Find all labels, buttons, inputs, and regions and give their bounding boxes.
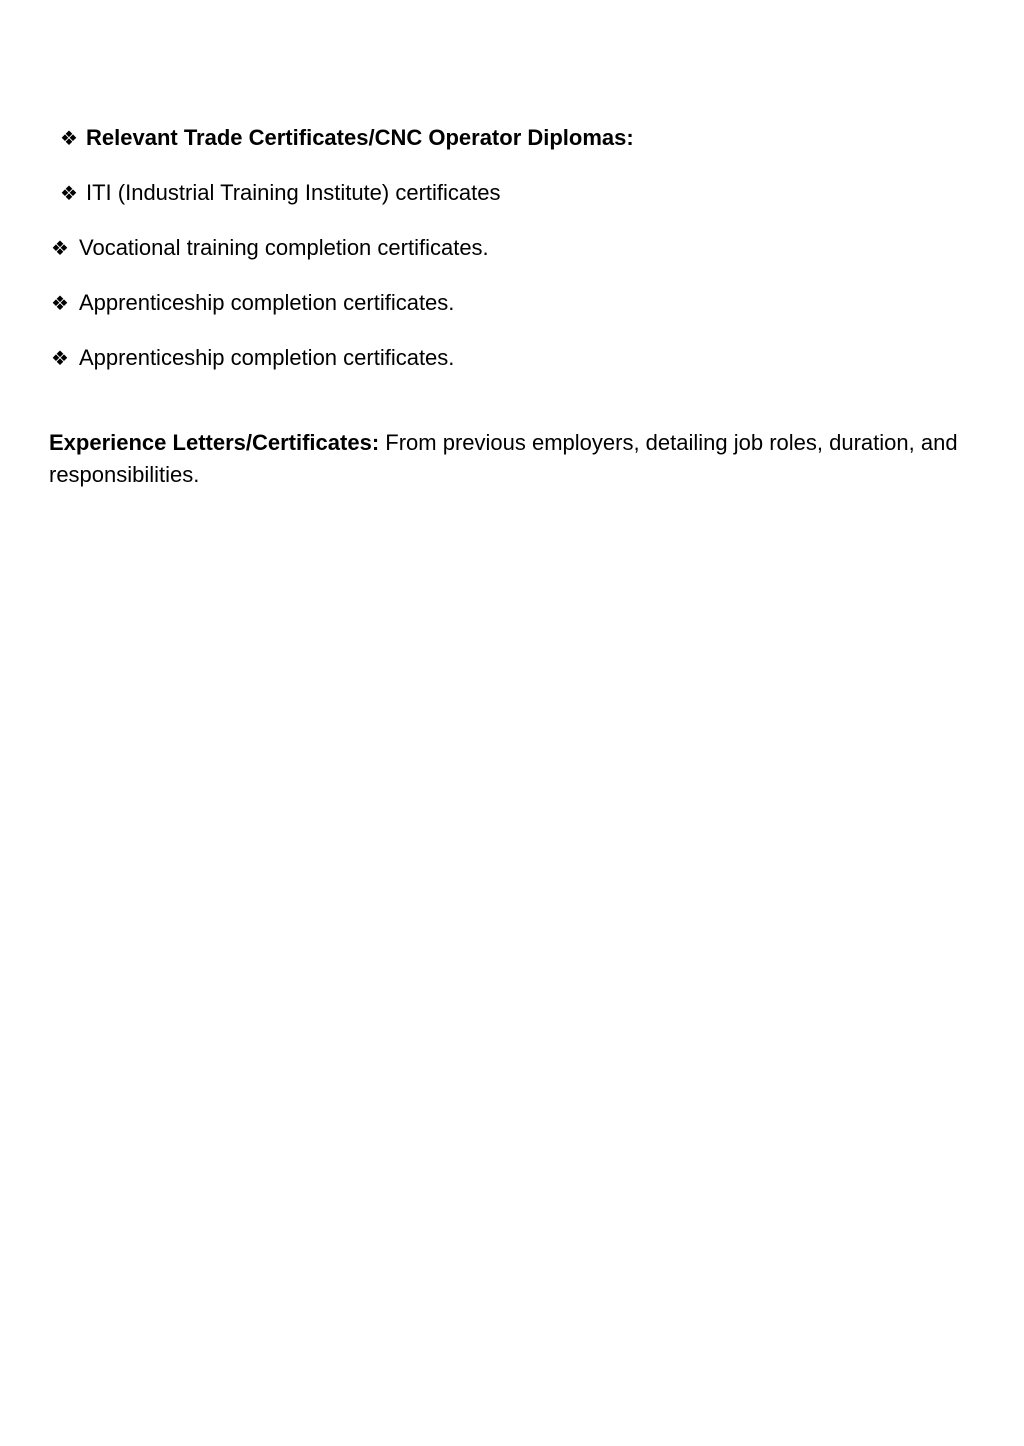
list-item-text: Apprenticeship completion certificates. xyxy=(79,290,455,315)
diamond-bullet-icon: ❖ xyxy=(60,183,78,205)
experience-paragraph xyxy=(49,427,1009,491)
diamond-bullet-icon: ❖ xyxy=(51,238,69,260)
experience-label: Experience Letters/Certificates: xyxy=(49,430,380,455)
experience-text: From previous employers, detailing job roles, duration, and responsibilities. xyxy=(49,430,958,487)
diamond-bullet-icon: ❖ xyxy=(51,293,69,315)
list-item-text: Vocational training completion certificates. xyxy=(79,235,489,260)
list-item-text: Apprenticeship completion certificates. xyxy=(79,345,455,370)
diamond-bullet-icon: ❖ xyxy=(51,348,69,370)
list-item-text: ITI (Industrial Training Institute) certificates xyxy=(86,180,501,205)
diamond-bullet-icon: ❖ xyxy=(60,128,78,150)
list-heading-text: Relevant Trade Certificates/CNC Operator Diplomas: xyxy=(86,125,634,150)
list-heading xyxy=(60,124,634,153)
list-item xyxy=(60,179,501,208)
list-item xyxy=(51,289,454,318)
list-item xyxy=(51,344,454,373)
list-item xyxy=(51,234,489,263)
